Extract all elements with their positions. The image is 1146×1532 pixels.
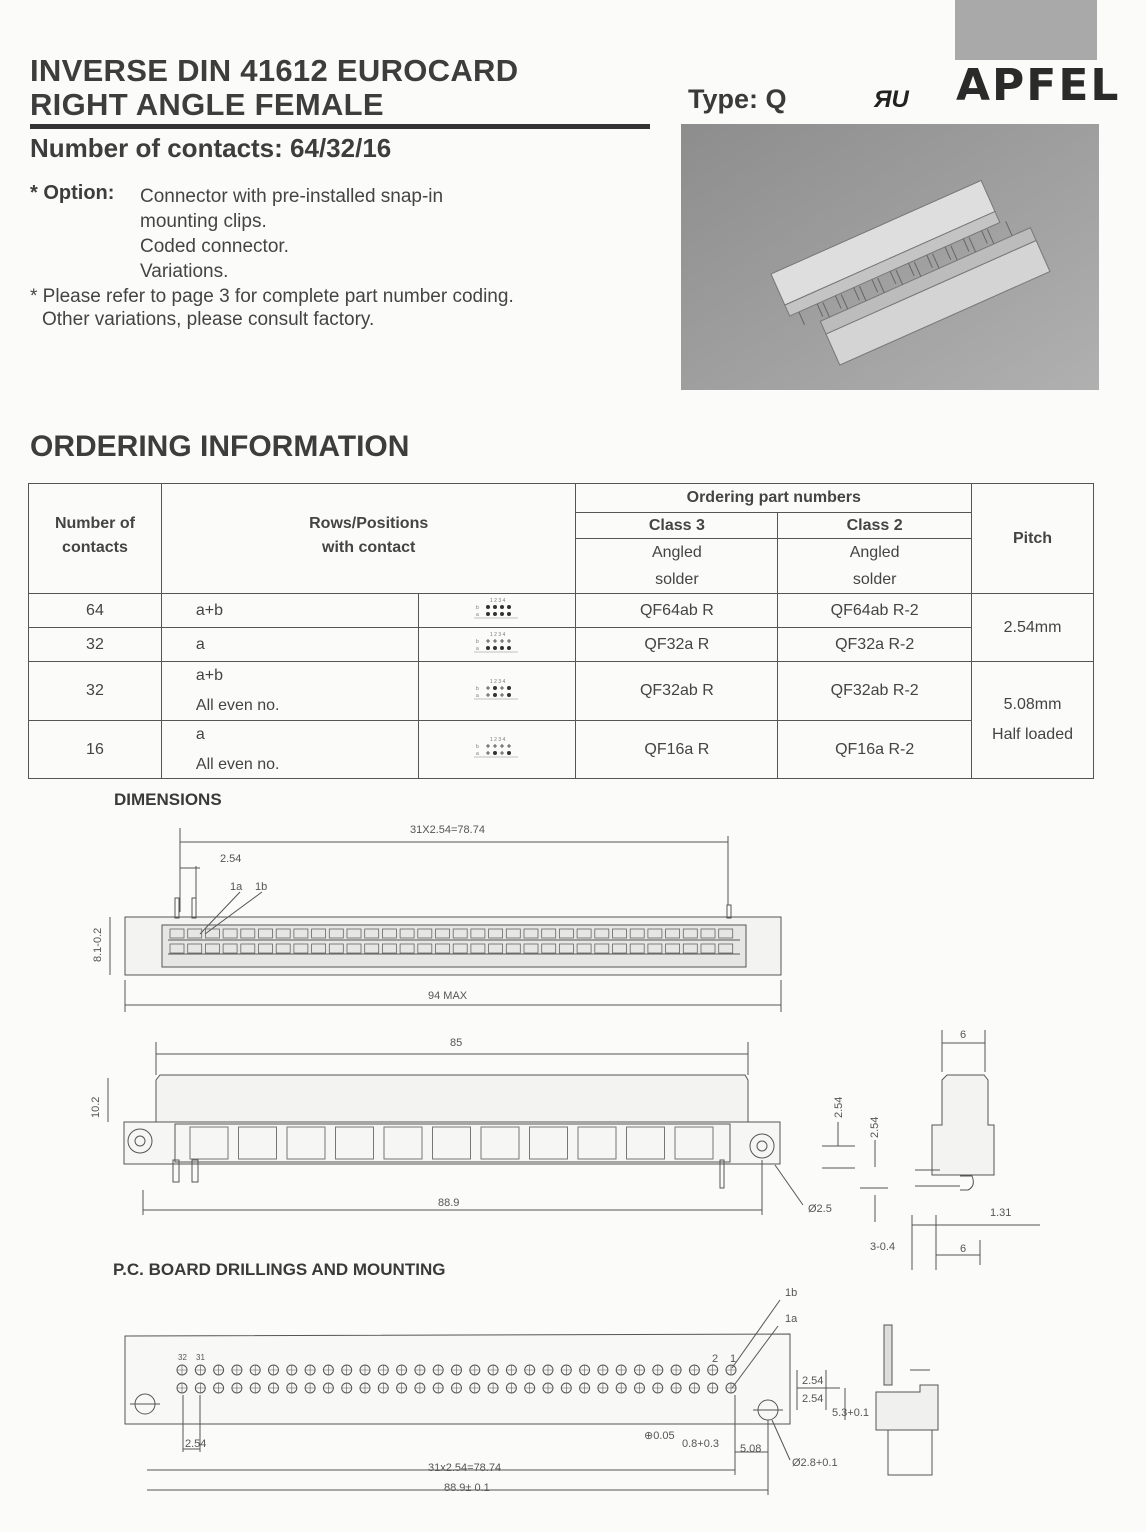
table-row bbox=[29, 594, 1094, 628]
dim-height: 8.1-0.2 bbox=[92, 927, 104, 962]
row-diagram bbox=[418, 594, 576, 628]
cell-rows bbox=[161, 662, 418, 721]
dim-1-31: 1.31 bbox=[990, 1207, 1012, 1219]
option-label: * Option: bbox=[30, 182, 115, 204]
dim-3: 3-0.4 bbox=[870, 1241, 896, 1253]
type-label: Type: Q bbox=[688, 84, 787, 114]
header-rows-line1: Rows/Positions bbox=[309, 514, 429, 532]
option-line: Connector with pre-installed snap-in bbox=[140, 186, 444, 207]
header-contacts-line2: contacts bbox=[62, 538, 128, 556]
class2-solder: solder bbox=[778, 567, 972, 594]
cell-class3: QF32ab R bbox=[576, 662, 778, 721]
brand-logo: APFEL bbox=[956, 60, 1121, 111]
row-diagram bbox=[418, 628, 576, 662]
svg-text:b: b bbox=[476, 685, 479, 692]
class3-angled: Angled bbox=[576, 539, 778, 567]
contact-pattern-icon bbox=[474, 597, 520, 619]
page-title bbox=[30, 54, 518, 122]
pcb-0-05: ⊕0.05 bbox=[644, 1430, 675, 1442]
pin-31-label: 31 bbox=[196, 1353, 205, 1362]
dim-6-top: 6 bbox=[960, 1029, 967, 1041]
svg-text:a: a bbox=[476, 612, 479, 618]
cell-rows: a+b bbox=[161, 594, 418, 628]
contact-pattern-icon bbox=[474, 678, 520, 700]
cell-class3: QF16a R bbox=[576, 721, 778, 779]
pitch-value: 5.08mm bbox=[1003, 696, 1062, 713]
connector-photo-illustration bbox=[681, 124, 1099, 390]
cell-contacts: 16 bbox=[29, 721, 162, 779]
table-row bbox=[29, 628, 1094, 662]
header-rows-line2: with contact bbox=[322, 538, 416, 556]
dimensions-drawing bbox=[0, 810, 1146, 1280]
cell-rows-line1: a+b bbox=[195, 667, 224, 684]
pcb-span: 31x2.54=78.74 bbox=[428, 1462, 502, 1474]
option-list bbox=[140, 184, 443, 284]
dim-2-54-b: 2.54 bbox=[869, 1116, 881, 1138]
title-line-1: INVERSE DIN 41612 EUROCARD bbox=[30, 53, 519, 88]
cell-class3: QF64ab R bbox=[576, 594, 778, 628]
dim-max: 94 MAX bbox=[428, 990, 468, 1002]
row-diagram bbox=[418, 721, 576, 779]
svg-text:1 2 3 4: 1 2 3 4 bbox=[490, 678, 506, 685]
dim-1a: 1a bbox=[230, 881, 243, 893]
svg-text:a: a bbox=[476, 751, 479, 757]
dim-pitch: 2.54 bbox=[220, 853, 242, 865]
contact-pattern-icon bbox=[474, 736, 520, 758]
cell-contacts: 32 bbox=[29, 662, 162, 721]
pcb-5-3: 5.3+0.1 bbox=[832, 1407, 870, 1419]
header-class3: Class 3 bbox=[576, 513, 778, 539]
cell-class2: QF64ab R-2 bbox=[778, 594, 972, 628]
dim-2-54-a: 2.54 bbox=[833, 1096, 845, 1118]
pcb-2-54-a: 2.54 bbox=[802, 1375, 824, 1387]
svg-text:1 2 3 4: 1 2 3 4 bbox=[490, 737, 506, 743]
svg-text:a: a bbox=[476, 646, 479, 652]
option-line: Variations. bbox=[140, 261, 229, 282]
header-rows bbox=[161, 484, 576, 594]
pin-2-label: 2 bbox=[712, 1353, 719, 1365]
pcb-drawing bbox=[0, 1280, 1146, 1532]
cell-rows: a bbox=[161, 628, 418, 662]
class3-solder: solder bbox=[576, 567, 778, 594]
header-ordering: Ordering part numbers bbox=[576, 484, 972, 513]
dim-10-2: 10.2 bbox=[90, 1096, 102, 1118]
cell-rows-line2: All even no. bbox=[195, 697, 280, 714]
class2-angled: Angled bbox=[778, 539, 972, 567]
cell-class2: QF32ab R-2 bbox=[778, 662, 972, 721]
header-class2: Class 2 bbox=[778, 513, 972, 539]
pitch-note: Half loaded bbox=[992, 726, 1073, 743]
option-line: Coded connector. bbox=[140, 236, 289, 257]
pcb-hole-2-8: Ø2.8+0.1 bbox=[792, 1457, 838, 1469]
cell-contacts: 64 bbox=[29, 594, 162, 628]
cell-class3: QF32a R bbox=[576, 628, 778, 662]
svg-text:b: b bbox=[476, 639, 479, 645]
contact-pattern-icon bbox=[474, 631, 520, 653]
row-diagram bbox=[418, 662, 576, 721]
svg-text:b: b bbox=[476, 744, 479, 750]
ordering-heading: ORDERING INFORMATION bbox=[30, 430, 410, 463]
pcb-2-54-b: 2.54 bbox=[802, 1393, 824, 1405]
cell-rows-line1: a bbox=[195, 725, 205, 743]
cell-rows bbox=[161, 721, 418, 779]
product-photo bbox=[681, 124, 1099, 390]
table-row bbox=[29, 721, 1094, 779]
header-pitch: Pitch bbox=[972, 484, 1094, 594]
dim-hole: Ø2.5 bbox=[808, 1203, 832, 1215]
dim-85: 85 bbox=[450, 1037, 463, 1049]
note-line-2: Other variations, please consult factory. bbox=[42, 309, 375, 330]
ul-certification-logo: ЯU bbox=[874, 86, 909, 113]
title-underline bbox=[30, 124, 650, 129]
ordering-table bbox=[28, 483, 1094, 779]
dim-6-bottom: 6 bbox=[960, 1243, 967, 1255]
svg-text:a: a bbox=[476, 692, 479, 699]
title-line-2: RIGHT ANGLE FEMALE bbox=[30, 87, 384, 122]
note-line-1: * Please refer to page 3 for complete part number coding. bbox=[30, 286, 514, 307]
svg-text:1 2 3 4: 1 2 3 4 bbox=[490, 632, 506, 638]
header-contacts bbox=[29, 484, 162, 594]
corner-tab bbox=[955, 0, 1097, 60]
cell-class2: QF16a R-2 bbox=[778, 721, 972, 779]
pcb-heading: P.C. BOARD DRILLINGS AND MOUNTING bbox=[113, 1260, 446, 1279]
cell-class2: QF32a R-2 bbox=[778, 628, 972, 662]
cell-rows-line2: All even no. bbox=[195, 755, 280, 773]
pcb-0-8: 0.8+0.3 bbox=[682, 1438, 720, 1450]
dim-88-9: 88.9 bbox=[438, 1197, 460, 1209]
dim-1b: 1b bbox=[255, 881, 268, 893]
cell-contacts: 32 bbox=[29, 628, 162, 662]
pcb-1a: 1a bbox=[785, 1313, 798, 1325]
pcb-2-54-c: 2.54 bbox=[185, 1438, 207, 1450]
dimensions-heading: DIMENSIONS bbox=[114, 790, 222, 809]
option-line: mounting clips. bbox=[140, 211, 267, 232]
cell-pitch bbox=[972, 662, 1094, 779]
pin-1-label: 1 bbox=[730, 1353, 737, 1365]
cell-pitch: 2.54mm bbox=[972, 594, 1094, 662]
pin-32-label: 32 bbox=[178, 1353, 187, 1362]
subtitle: Number of contacts: 64/32/16 bbox=[30, 133, 392, 163]
svg-text:b: b bbox=[476, 605, 479, 611]
pcb-88-9: 88.9± 0.1 bbox=[444, 1482, 490, 1494]
dim-span: 31X2.54=78.74 bbox=[410, 824, 485, 836]
header-contacts-line1: Number of bbox=[54, 514, 135, 532]
svg-text:1 2 3 4: 1 2 3 4 bbox=[490, 598, 506, 604]
pcb-1b: 1b bbox=[785, 1287, 798, 1299]
table-row bbox=[29, 662, 1094, 721]
pcb-5-08: 5.08 bbox=[740, 1443, 762, 1455]
